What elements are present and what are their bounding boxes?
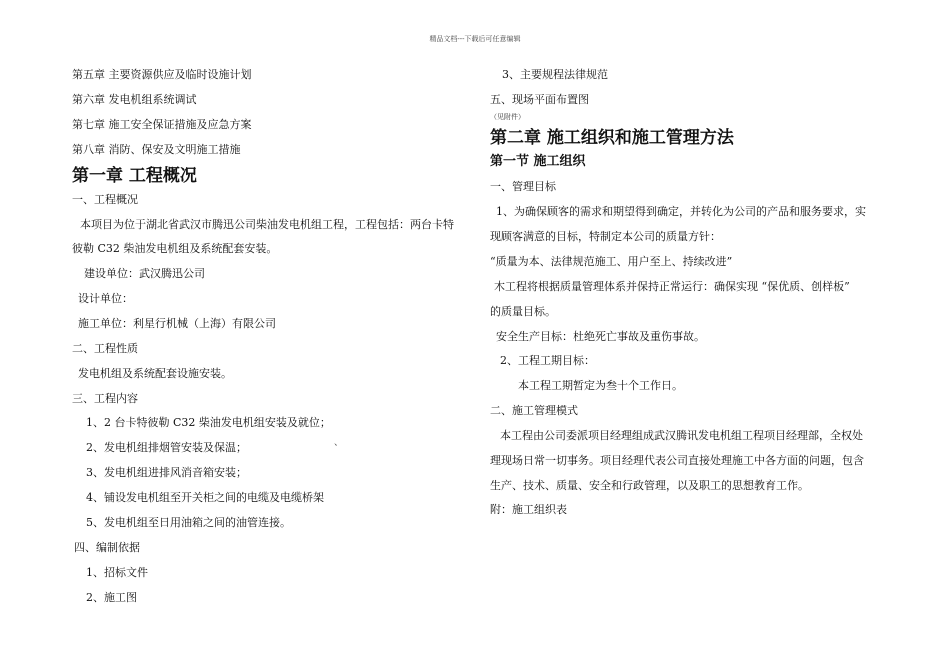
content-item-3: 3、发电机组进排风消音箱安装； [86, 466, 247, 479]
page-header: 精品文档---下载后可任意编辑 [429, 35, 521, 43]
management-mode-line-1: 本工程由公司委派项目经理组成武汉腾讯发电机组工程项目经理部，全权处 [500, 429, 863, 442]
toc-chapter-8: 第八章 消防、保安及文明施工措施 [72, 143, 241, 156]
chapter-1-title: 第一章 工程概况 [72, 166, 197, 186]
quality-goal-line-1: 木工程将根据质量管理体系并保持正常运行：确保实现 “保优质、创样板” [494, 280, 850, 293]
stray-mark: 、 [334, 438, 344, 448]
management-mode-line-3: 生产、技术、质量、安全和行政管理，以及职工的思想教育工作。 [490, 479, 809, 492]
content-item-1: 1、2 台卡特彼勒 C32 柴油发电机组安装及就位； [86, 416, 331, 429]
section-project-content-heading: 三、工程内容 [72, 392, 138, 405]
management-goal-heading: 一、管理目标 [490, 180, 556, 193]
content-item-5: 5、发电机组至日用油箱之间的油管连接。 [86, 516, 291, 529]
management-mode-heading: 二、施工管理模式 [490, 404, 578, 417]
management-mode-line-2: 理现场日常一切事务。项目经理代表公司直接处理施工中各方面的问题，包含 [490, 454, 864, 467]
section-project-overview-heading: 一、工程概况 [72, 193, 138, 206]
overview-paragraph-line-1: 本项目为位于湖北省武汉市腾迅公司柴油发电机组工程，工程包括：两台卡特 [80, 218, 454, 231]
see-attachment-note: （见附件） [490, 113, 525, 121]
quality-goal-line-2: 的质量目标。 [490, 305, 556, 318]
basis-item-3: 3、主要规程法律规范 [502, 68, 608, 81]
basis-item-1: 1、招标文件 [86, 566, 148, 579]
toc-chapter-5: 第五章 主要资源供应及临时设施计划 [72, 68, 252, 81]
attachment-note: 附：施工组织表 [490, 503, 567, 516]
quality-policy: “质量为本、法律规范施工、用户至上、持续改进” [490, 255, 733, 268]
builder-unit: 建设单位：武汉腾迅公司 [84, 267, 205, 280]
basis-item-2: 2、施工图 [86, 591, 137, 604]
site-layout-heading: 五、现场平面布置图 [490, 93, 589, 106]
overview-paragraph-line-2: 彼勒 C32 柴油发电机组及系统配套安装。 [72, 242, 278, 255]
content-item-4: 4、铺设发电机组至开关柜之间的电缆及电缆桥架 [86, 491, 324, 504]
goal-paragraph-line-2: 现顾客满意的目标，特制定本公司的质量方针： [490, 230, 721, 243]
toc-chapter-7: 第七章 施工安全保证措施及应急方案 [72, 118, 252, 131]
safety-goal: 安全生产目标：杜绝死亡事故及重伤事故。 [496, 330, 705, 343]
schedule-goal-text: 本工程工期暂定为叁十个工作日。 [518, 379, 683, 392]
section-project-nature-heading: 二、工程性质 [72, 342, 138, 355]
section-1-title: 第一节 施工组织 [490, 154, 586, 169]
chapter-2-title: 第二章 施工组织和施工管理方法 [490, 128, 734, 148]
contractor-unit: 施工单位：利星行机械（上海）有限公司 [78, 317, 276, 330]
schedule-goal-heading: 2、工程工期目标： [500, 354, 595, 367]
goal-paragraph-line-1: 1、为确保顾客的需求和期望得到确定，并转化为公司的产品和服务要求，实 [496, 205, 866, 218]
content-item-2: 2、发电机组排烟管安装及保温； [86, 441, 247, 454]
section-basis-heading: 四、编制依据 [74, 541, 140, 554]
project-nature-text: 发电机组及系统配套设施安装。 [78, 367, 232, 380]
designer-unit: 设计单位： [78, 292, 133, 305]
toc-chapter-6: 第六章 发电机组系统调试 [72, 93, 197, 106]
